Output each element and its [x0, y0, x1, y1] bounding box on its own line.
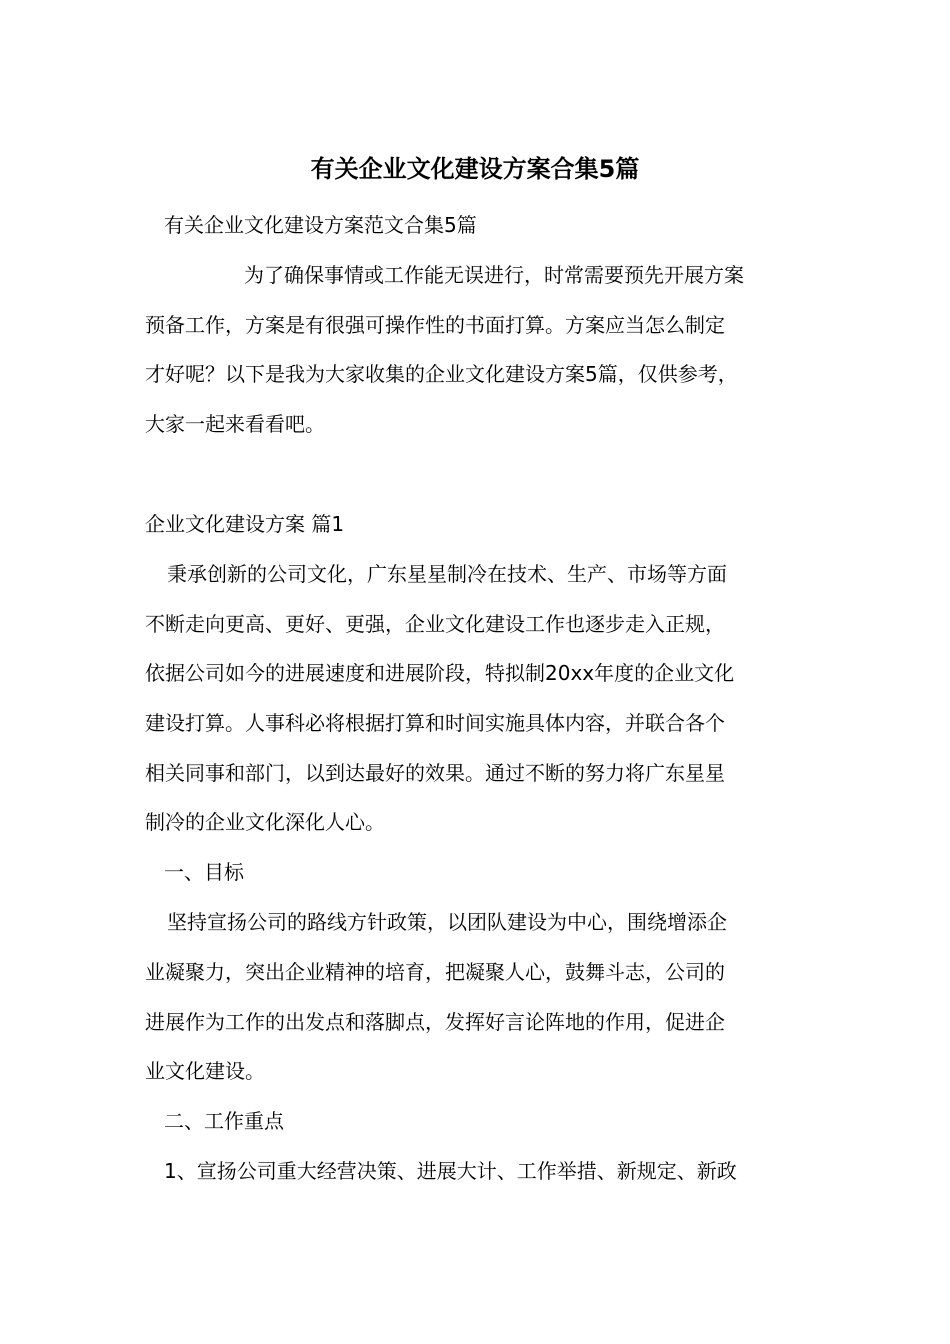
intro-line: 预备工作，方案是有很强可操作性的书面打算。方案应当怎么制定 [145, 313, 725, 337]
section-line: 不断走向更高、更好、更强，企业文化建设工作也逐步走入正规， [145, 612, 725, 636]
goal-line: 业文化建设。 [145, 1059, 265, 1083]
goal-heading: 一、目标 [164, 860, 244, 884]
section-line: 依据公司如今的进展速度和进展阶段，特拟制20xx年度的企业文化 [145, 661, 735, 685]
goal-line: 进展作为工作的出发点和落脚点，发挥好言论阵地的作用，促进企 [145, 1010, 725, 1034]
goal-line: 业凝聚力，突出企业精神的培育，把凝聚人心，鼓舞斗志，公司的 [145, 960, 725, 984]
section-heading: 企业文化建设方案 篇1 [145, 512, 345, 536]
section-line: 建设打算。人事科必将根据打算和时间实施具体内容，并联合各个 [145, 711, 725, 735]
section-line: 秉承创新的公司文化，广东星星制冷在技术、生产、市场等方面 [167, 562, 727, 586]
intro-line: 为了确保事情或工作能无误进行，时常需要预先开展方案 [244, 263, 744, 287]
document-title: 有关企业文化建设方案合集5篇 [310, 155, 640, 183]
intro-line: 大家一起来看看吧。 [145, 412, 325, 436]
focus-line: 1、宣扬公司重大经营决策、进展大计、工作举措、新规定、新政 [164, 1159, 737, 1183]
section-line: 相关同事和部门，以到达最好的效果。通过不断的努力将广东星星 [145, 761, 725, 785]
document-subtitle: 有关企业文化建设方案范文合集5篇 [164, 213, 477, 237]
intro-line: 才好呢？以下是我为大家收集的企业文化建设方案5篇，仅供参考， [145, 362, 738, 386]
section-line: 制冷的企业文化深化人心。 [145, 810, 385, 834]
focus-heading: 二、工作重点 [164, 1109, 284, 1133]
goal-line: 坚持宣扬公司的路线方针政策，以团队建设为中心，围绕增添企 [167, 910, 727, 934]
